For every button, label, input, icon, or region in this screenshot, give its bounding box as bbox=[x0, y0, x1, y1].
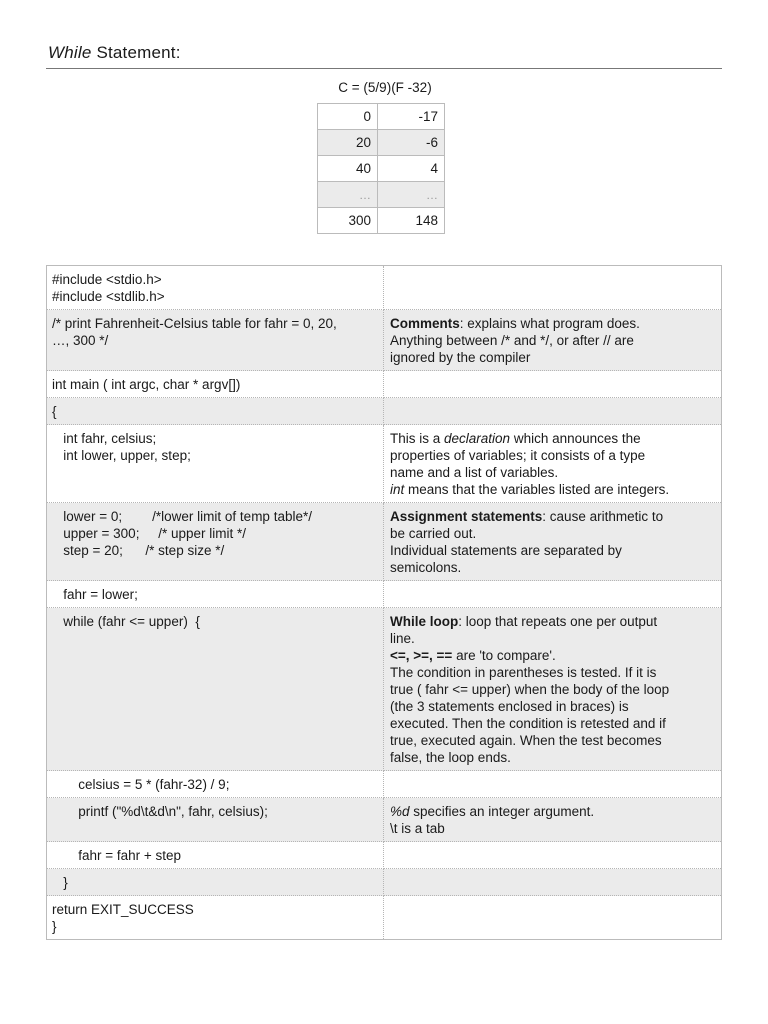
table-row bbox=[318, 104, 445, 130]
description-line: \t is a tab bbox=[390, 821, 445, 836]
conversion-table bbox=[317, 103, 445, 234]
table-row bbox=[47, 842, 722, 869]
code-line: while (fahr <= upper) { bbox=[52, 614, 200, 629]
description-cell bbox=[384, 771, 722, 798]
code-line: fahr = lower; bbox=[52, 587, 138, 602]
table-row bbox=[47, 371, 722, 398]
description-cell bbox=[384, 503, 722, 581]
table-row bbox=[47, 771, 722, 798]
code-line: lower = 0; /*lower limit of temp table*/ bbox=[52, 509, 312, 524]
table-row bbox=[318, 182, 445, 208]
description-line: be carried out. bbox=[390, 526, 477, 541]
code-explanation-table bbox=[46, 265, 722, 940]
fahrenheit-cell: 40 bbox=[318, 156, 378, 182]
formula: C = (5/9)(F -32) bbox=[338, 80, 432, 95]
description-line: Individual statements are separated by bbox=[390, 543, 622, 558]
code-line: return EXIT_SUCCESS bbox=[52, 902, 194, 917]
description-line: (the 3 statements enclosed in braces) is bbox=[390, 699, 629, 714]
code-cell bbox=[47, 266, 384, 310]
code-line: } bbox=[52, 875, 68, 890]
description-cell bbox=[384, 608, 722, 771]
description-cell bbox=[384, 266, 722, 310]
code-cell bbox=[47, 608, 384, 771]
celsius-cell: 148 bbox=[378, 208, 445, 234]
table-row bbox=[47, 896, 722, 940]
description-line bbox=[390, 481, 716, 498]
code-cell bbox=[47, 581, 384, 608]
fahrenheit-cell: 0 bbox=[318, 104, 378, 130]
description-text: are 'to compare'. bbox=[452, 648, 556, 663]
description-line: true ( fahr <= upper) when the body of the loop bbox=[390, 682, 670, 697]
term-while-loop: While loop bbox=[390, 614, 459, 629]
title-rest: Statement: bbox=[91, 43, 181, 62]
term-operators: <=, >=, == bbox=[390, 648, 453, 663]
description-cell bbox=[384, 896, 722, 940]
description-line: name and a list of variables. bbox=[390, 465, 559, 480]
title-italic: While bbox=[48, 43, 92, 62]
code-line: #include <stdlib.h> bbox=[52, 289, 165, 304]
description-cell bbox=[384, 398, 722, 425]
description-cell bbox=[384, 869, 722, 896]
page-title bbox=[48, 43, 181, 63]
code-cell bbox=[47, 842, 384, 869]
fahrenheit-cell: … bbox=[318, 182, 378, 208]
code-cell bbox=[47, 869, 384, 896]
code-cell bbox=[47, 398, 384, 425]
description-cell bbox=[384, 581, 722, 608]
table-row bbox=[318, 156, 445, 182]
code-cell bbox=[47, 371, 384, 398]
table-row bbox=[47, 425, 722, 503]
table-row bbox=[47, 310, 722, 371]
term-declaration: declaration bbox=[444, 431, 511, 446]
description-text: : explains what program does. bbox=[459, 316, 640, 331]
code-line: celsius = 5 * (fahr-32) / 9; bbox=[52, 777, 230, 792]
code-line: } bbox=[52, 919, 57, 934]
code-line: int lower, upper, step; bbox=[52, 448, 191, 463]
description-line: ignored by the compiler bbox=[390, 350, 531, 365]
term-assignment: Assignment statements bbox=[390, 509, 543, 524]
description-text: specifies an integer argument. bbox=[409, 804, 595, 819]
description-cell bbox=[384, 842, 722, 869]
description-line: The condition in parentheses is tested. If it is bbox=[390, 665, 657, 680]
code-cell bbox=[47, 425, 384, 503]
table-row bbox=[47, 503, 722, 581]
description-text: means that the variables listed are integers. bbox=[404, 482, 670, 497]
description-text: : cause arithmetic to bbox=[542, 509, 664, 524]
description-text: which announces the bbox=[510, 431, 641, 446]
code-cell bbox=[47, 310, 384, 371]
celsius-cell: -6 bbox=[378, 130, 445, 156]
table-row bbox=[47, 798, 722, 842]
description-line bbox=[390, 803, 716, 820]
description-line: semicolons. bbox=[390, 560, 462, 575]
description-cell bbox=[384, 371, 722, 398]
code-line: int main ( int argc, char * argv[]) bbox=[52, 377, 241, 392]
code-line: int fahr, celsius; bbox=[52, 431, 157, 446]
code-line: printf ("%d\t&d\n", fahr, celsius); bbox=[52, 804, 268, 819]
table-row bbox=[47, 581, 722, 608]
table-row bbox=[47, 266, 722, 310]
description-line: Anything between /* and */, or after // are bbox=[390, 333, 634, 348]
description-line bbox=[390, 647, 716, 664]
term-format-d: %d bbox=[390, 804, 410, 819]
description-text: This is a bbox=[390, 431, 445, 446]
title-divider bbox=[46, 68, 722, 69]
table-row bbox=[47, 608, 722, 771]
table-row bbox=[47, 398, 722, 425]
fahrenheit-cell: 300 bbox=[318, 208, 378, 234]
description-line bbox=[390, 508, 716, 525]
description-line bbox=[390, 315, 716, 332]
description-text: : loop that repeats one per output bbox=[458, 614, 658, 629]
code-cell bbox=[47, 771, 384, 798]
description-line: executed. Then the condition is retested and if bbox=[390, 716, 666, 731]
code-line: /* print Fahrenheit-Celsius table for fahr = 0, 20, bbox=[52, 316, 337, 331]
description-line bbox=[390, 430, 716, 447]
description-cell bbox=[384, 798, 722, 842]
code-line: step = 20; /* step size */ bbox=[52, 543, 225, 558]
code-line: …, 300 */ bbox=[52, 333, 109, 348]
description-line: false, the loop ends. bbox=[390, 750, 511, 765]
code-cell bbox=[47, 798, 384, 842]
celsius-cell: -17 bbox=[378, 104, 445, 130]
description-line: line. bbox=[390, 631, 415, 646]
table-row bbox=[318, 130, 445, 156]
code-line: #include <stdio.h> bbox=[52, 272, 162, 287]
code-cell bbox=[47, 896, 384, 940]
code-line: fahr = fahr + step bbox=[52, 848, 182, 863]
description-line: properties of variables; it consists of a type bbox=[390, 448, 646, 463]
description-cell bbox=[384, 310, 722, 371]
code-line: { bbox=[52, 404, 57, 419]
term-int: int bbox=[390, 482, 405, 497]
fahrenheit-cell: 20 bbox=[318, 130, 378, 156]
description-line: true, executed again. When the test becomes bbox=[390, 733, 662, 748]
code-line: upper = 300; /* upper limit */ bbox=[52, 526, 246, 541]
term-comments: Comments bbox=[390, 316, 460, 331]
description-cell bbox=[384, 425, 722, 503]
code-cell bbox=[47, 503, 384, 581]
description-line bbox=[390, 613, 716, 630]
table-row bbox=[318, 208, 445, 234]
celsius-cell: … bbox=[378, 182, 445, 208]
table-row bbox=[47, 869, 722, 896]
celsius-cell: 4 bbox=[378, 156, 445, 182]
